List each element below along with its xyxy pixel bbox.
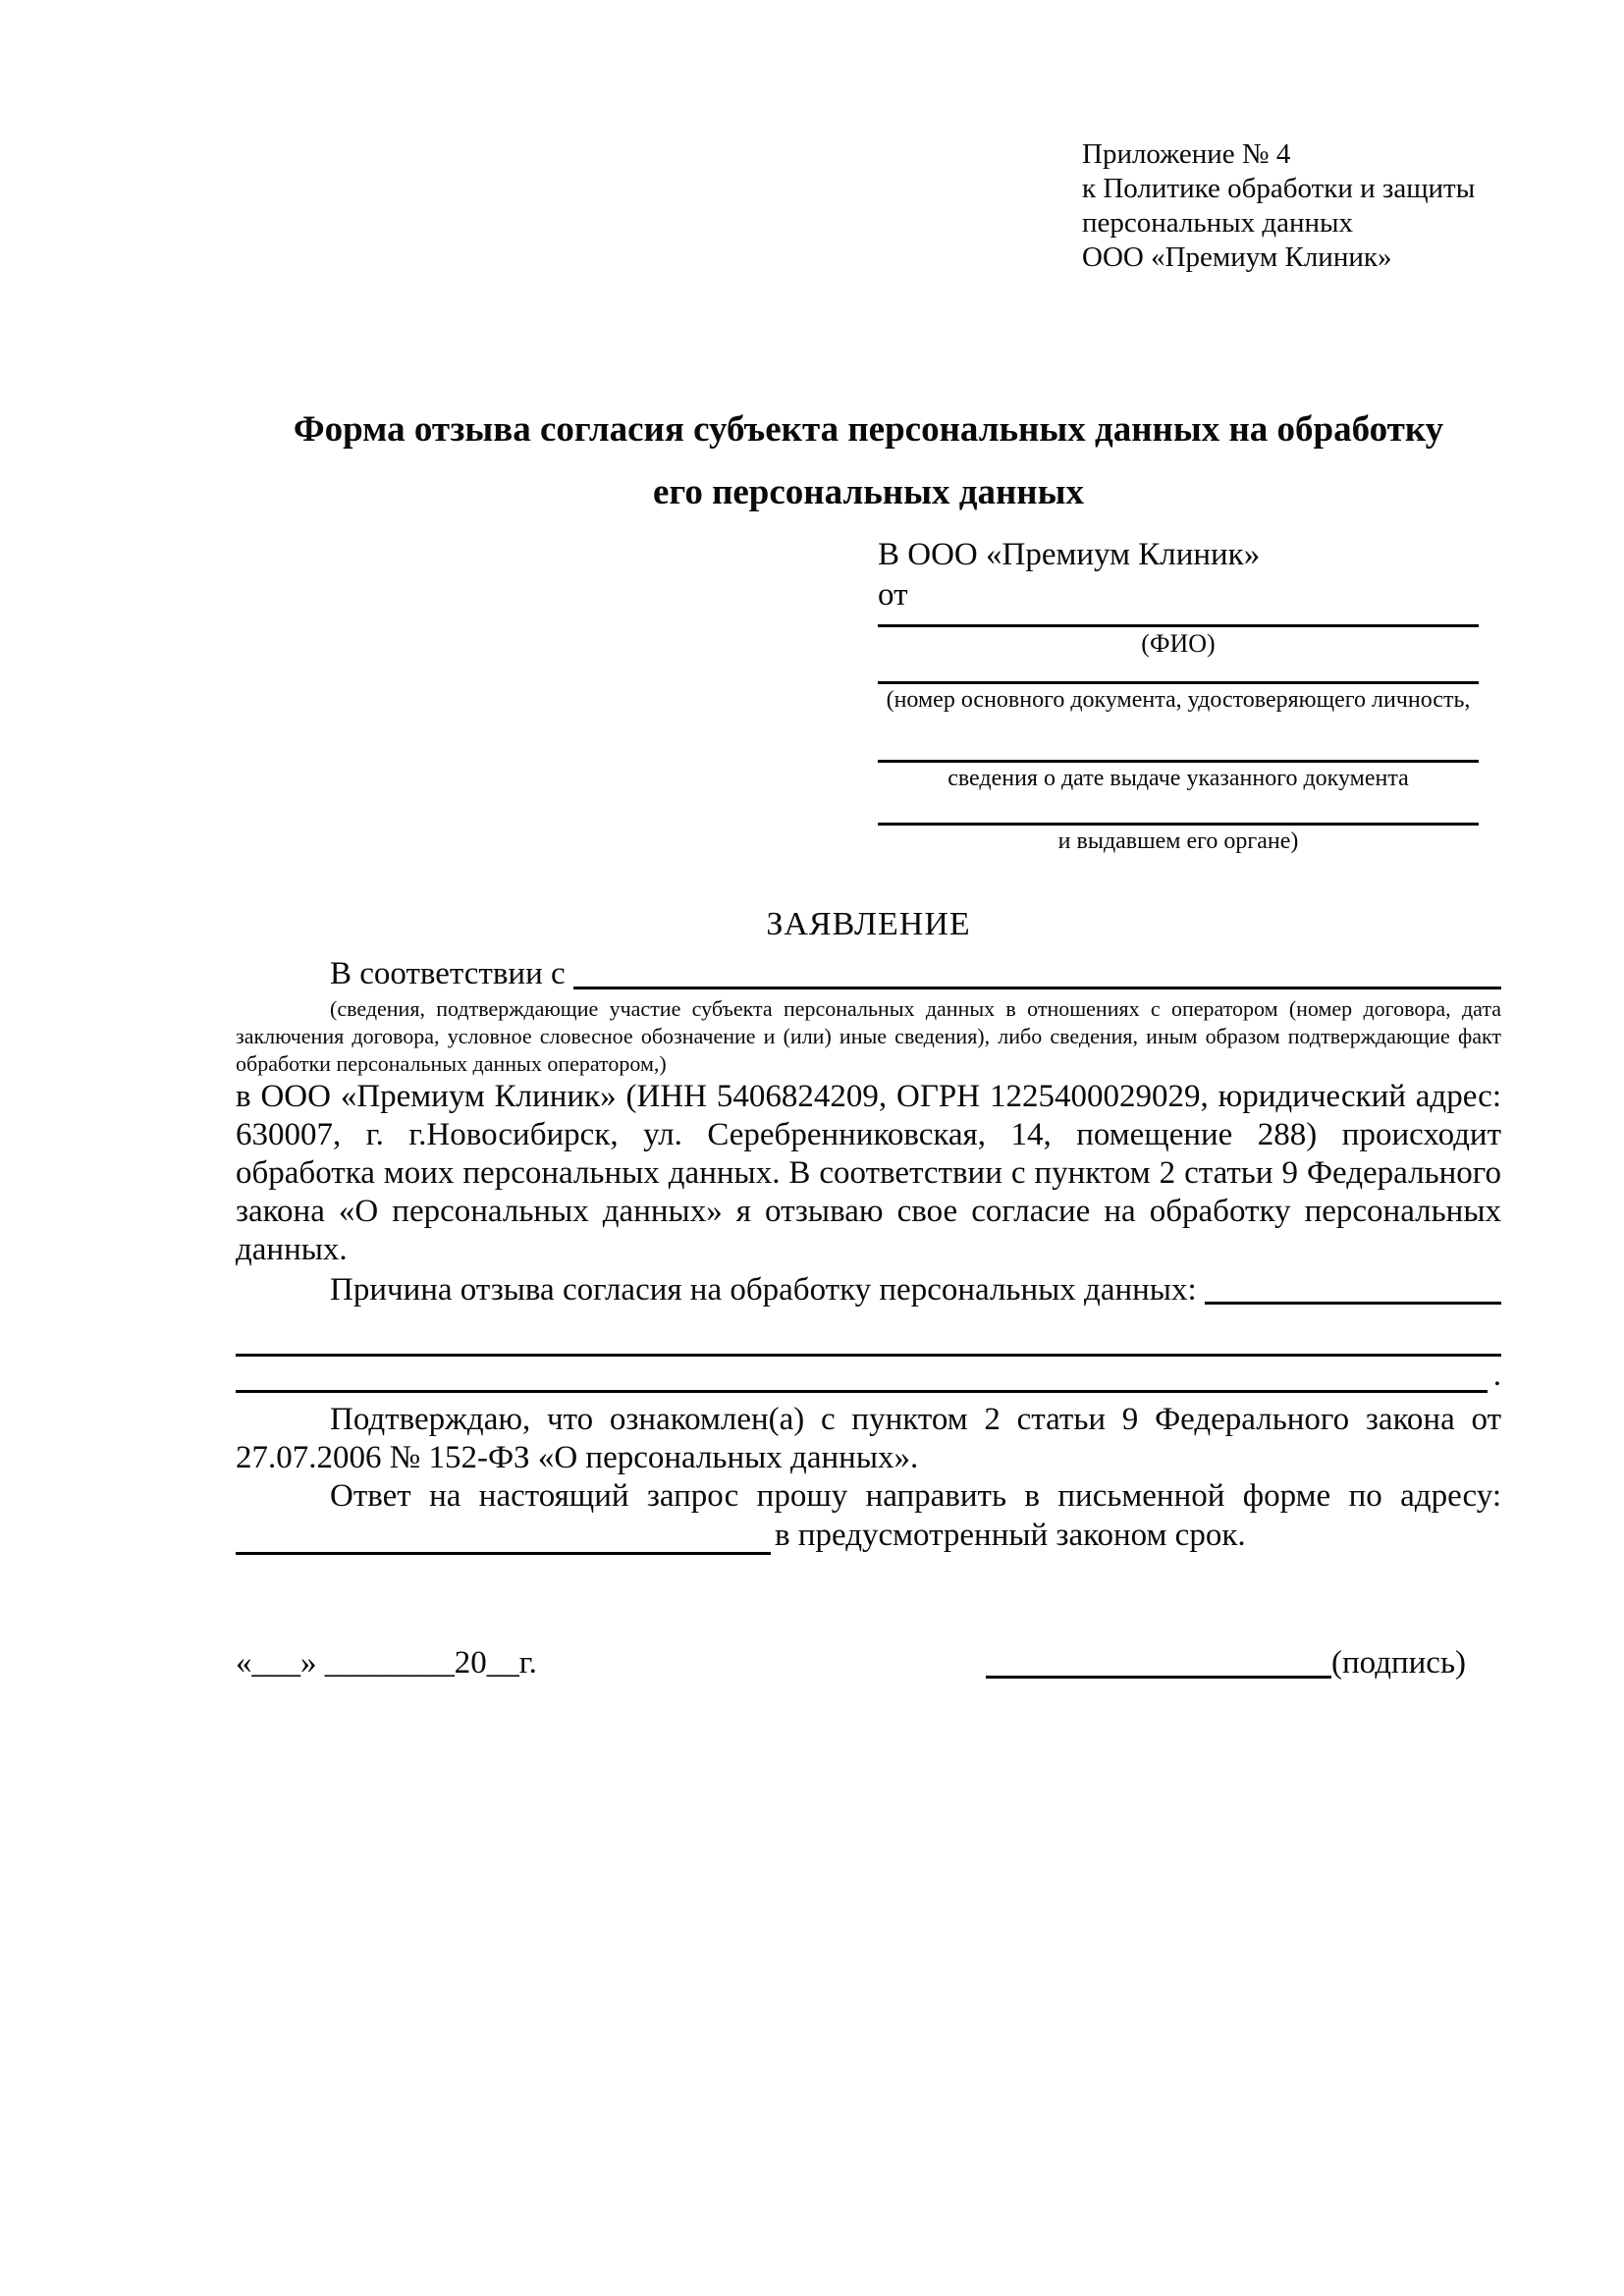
doc-number-caption: (номер основного документа, удостоверяющего личность, (886, 687, 1471, 713)
response-address-row (236, 1516, 1501, 1555)
fine-print-note: (сведения, подтверждающие участие субъекта персональных данных в отношениях с оператором (номер договора, дата заключения договора, условное словесное обозначение и (или) иные сведения), либо сведения, иным образом подтверждающие факт обработки персональных данных оператором,) (236, 996, 1501, 1076)
document-content (236, 137, 1501, 1684)
doc-number-blank-line (878, 660, 1479, 684)
appendix-line: ООО «Премиум Клиник» (1082, 241, 1392, 273)
doc-issue-date-caption: сведения о дате выдаче указанного документа (947, 766, 1409, 791)
doc-issuer-blank-line (878, 795, 1479, 826)
reason-continuation-row (236, 1357, 1501, 1393)
addressee-block (878, 534, 1479, 858)
reason-blank-line (1205, 1302, 1501, 1305)
addressee-organization: В ООО «Премиум Клиник» (878, 537, 1261, 572)
statement-heading: ЗАЯВЛЕНИЕ (766, 906, 971, 942)
document-title (236, 399, 1501, 524)
confirmation-paragraph: Подтверждаю, что ознакомлен(а) с пунктом 2 статьи 9 Федерального закона от 27.07.2006 № 152-ФЗ «О персональных данных». (236, 1402, 1501, 1475)
fio-caption: (ФИО) (1141, 629, 1216, 658)
date-signature-row (236, 1641, 1501, 1684)
doc-issuer-caption: и выдавшем его органе) (1057, 828, 1299, 854)
fio-blank-line (878, 614, 1479, 627)
signature-caption: (подпись) (1331, 1645, 1466, 1681)
accordance-row (236, 952, 1501, 995)
document-title-line: Форма отзыва согласия субъекта персональных данных на обработку (293, 409, 1444, 450)
response-request-paragraph: Ответ на настоящий запрос прошу направить в письменной форме по адресу: (330, 1478, 1501, 1514)
doc-issue-date-blank-line (878, 717, 1479, 763)
date-line: «___» ________20__г. (236, 1645, 537, 1681)
appendix-line: Приложение № 4 (1082, 138, 1291, 170)
signature-blank-line (986, 1646, 1331, 1679)
reason-row (236, 1269, 1501, 1310)
accordance-label: В соответствии с (330, 956, 566, 991)
signature-area (986, 1641, 1466, 1684)
addressee-from-label: от (878, 577, 908, 613)
reason-continuation-blank-line-2 (236, 1357, 1488, 1393)
accordance-blank-line (573, 987, 1501, 989)
appendix-reference (1082, 137, 1501, 275)
document-title-line: его персональных данных (653, 472, 1084, 512)
reason-continuation-blank-line-1 (236, 1310, 1501, 1357)
response-address-blank-line (236, 1522, 771, 1555)
statement-body-paragraph: в ООО «Премиум Клиник» (ИНН 5406824209, ОГРН 1225400029029, юридический адрес: 630007, г. г.Новосибирск, ул. Серебренниковская, 14, помещение 288) происходит обработка моих персональных данных. В соответствии с пунктом 2 статьи 9 Федерального закона «О персональных данных» я отзываю свое согласие на обработку персональных данных. (236, 1079, 1501, 1267)
response-tail-text: в предусмотренный законом срок. (775, 1518, 1246, 1553)
reason-end-period: . (1492, 1358, 1501, 1393)
appendix-line: к Политике обработки и защиты (1082, 173, 1476, 204)
reason-label: Причина отзыва согласия на обработку персональных данных: (330, 1272, 1197, 1308)
appendix-line: персональных данных (1082, 207, 1354, 239)
